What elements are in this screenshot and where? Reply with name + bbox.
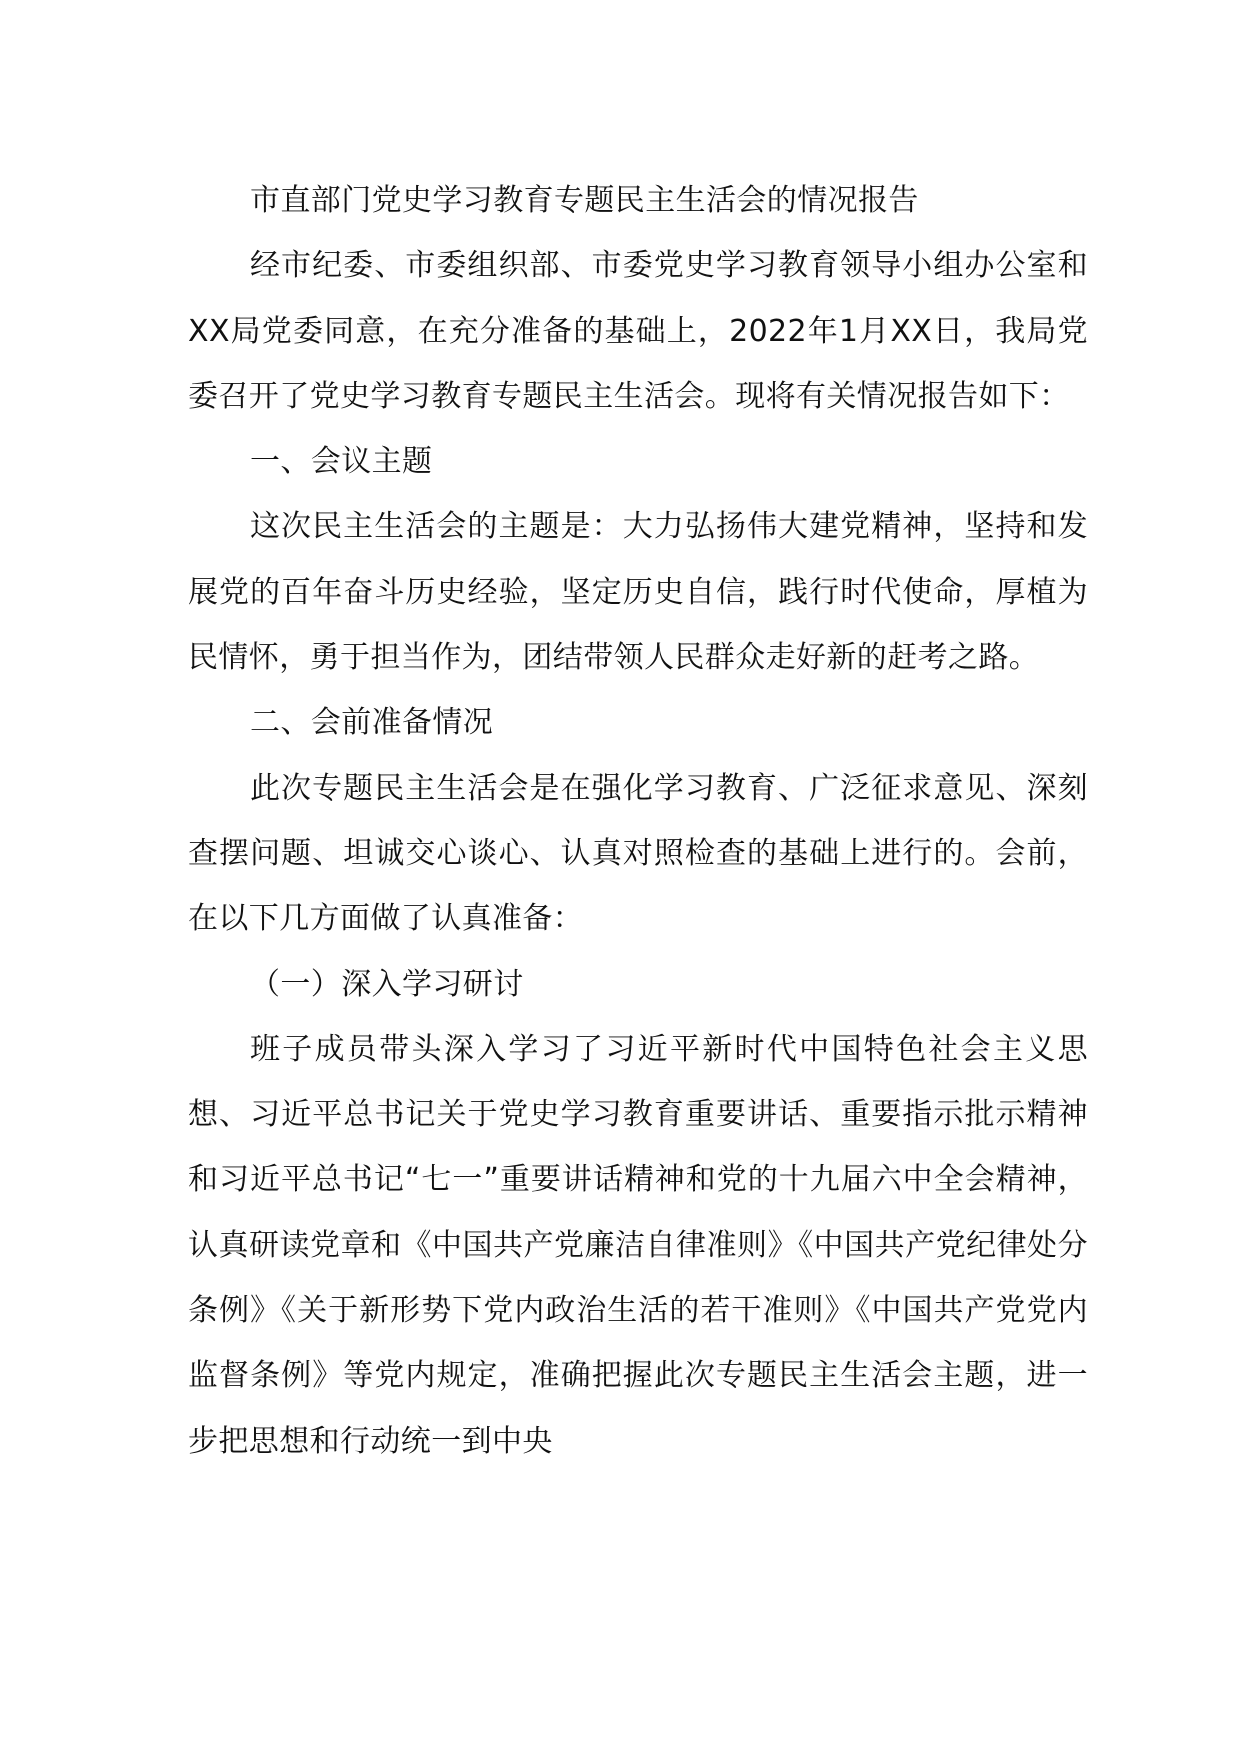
paragraph-theme: 这次民主生活会的主题是：大力弘扬伟大建党精神，坚持和发展党的百年奋斗历史经验，坚定历史自信，践行时代使命，厚植为民情怀，勇于担当作为，团结带领人民群众走好新的赶考之路。 [188, 509, 1088, 676]
document-body [188, 168, 1088, 1474]
subsection-heading-study: （一）深入学习研讨 [250, 966, 524, 1002]
section-heading-preparation: 二、会前准备情况 [250, 705, 494, 741]
paragraph-study: 班子成员带头深入学习了习近平新时代中国特色社会主义思想、习近平总书记关于党史学习教育重要讲话、重要指示批示精神和习近平总书记“七一”重要讲话精神和党的十九届六中全会精神，认真研读党章和《中国共产党廉洁自律准则》《中国共产党纪律处分条例》《关于新形势下党内政治生活的若干准则》《中国共产党党内监督条例》等党内规定，准确把握此次专题民主生活会主题，进一步把思想和行动统一到中央 [188, 1031, 1088, 1459]
document-title: 市直部门党史学习教育专题民主生活会的情况报告 [250, 183, 919, 218]
paragraph-intro: 经市纪委、市委组织部、市委党史学习教育领导小组办公室和XX局党委同意，在充分准备的基础上，2022年1月XX日，我局党委召开了党史学习教育专题民主生活会。现将有关情况报告如下： [188, 248, 1088, 414]
paragraph-preparation: 此次专题民主生活会是在强化学习教育、广泛征求意见、深刻查摆问题、坦诚交心谈心、认真对照检查的基础上进行的。会前，在以下几方面做了认真准备： [188, 770, 1088, 937]
section-heading-meeting-theme: 一、会议主题 [250, 444, 433, 480]
